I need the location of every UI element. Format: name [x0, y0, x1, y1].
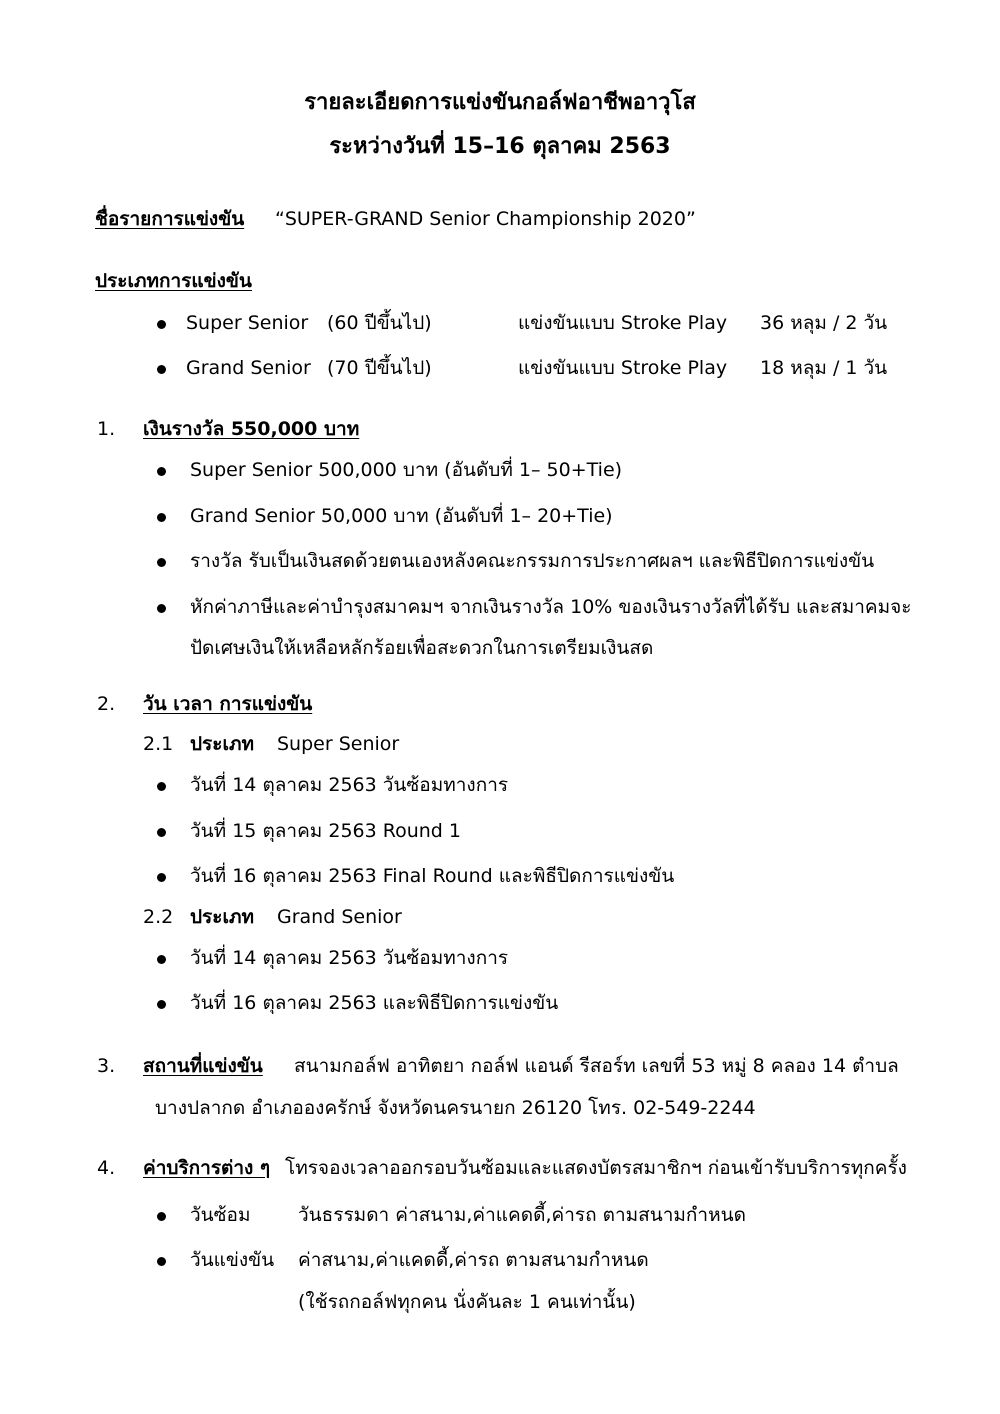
- venue-text-continuation: บางปลากด อำเภอองครักษ์ จังหวัดนครนายก 26120 โทร. 02-549-2244: [155, 1097, 756, 1119]
- fee-row-value: ค่าสนาม,ค่าแคดดี้,ค่ารถ ตามสนามกำหนด: [298, 1249, 649, 1271]
- section-number: 4.: [97, 1157, 116, 1179]
- bullet-icon: [157, 1257, 166, 1266]
- prize-heading: เงินรางวัล 550,000 บาท: [143, 418, 360, 440]
- fees-heading: ค่าบริการต่าง ๆ: [143, 1157, 271, 1179]
- venue-heading: สถานที่แข่งขัน: [143, 1055, 263, 1077]
- category-format: แข่งขันแบบ Stroke Play: [518, 357, 728, 379]
- category-age: (60 ปีขึ้นไป): [327, 312, 432, 334]
- fee-row-label: วันซ้อม: [190, 1204, 251, 1226]
- prize-item: หักค่าภาษีและค่าบำรุงสมาคมฯ จากเงินรางวัล 10% ของเงินรางวัลที่ได้รับ และสมาคมจะ: [190, 596, 912, 618]
- bullet-icon: [157, 873, 166, 882]
- fee-row-label: วันแข่งขัน: [190, 1249, 275, 1271]
- schedule-item: วันที่ 14 ตุลาคม 2563 วันซ้อมทางการ: [190, 774, 509, 796]
- category-format: แข่งขันแบบ Stroke Play: [518, 312, 728, 334]
- schedule-heading: วัน เวลา การแข่งขัน: [143, 693, 313, 715]
- category-name: Super Senior: [186, 312, 309, 334]
- section-number: 1.: [97, 418, 116, 440]
- section-number: 2.: [97, 693, 116, 715]
- section-number: 3.: [97, 1055, 116, 1077]
- schedule-item: วันที่ 16 ตุลาคม 2563 Final Round และพิธีปิดการแข่งขัน: [190, 865, 675, 887]
- fee-note: (ใช้รถกอล์ฟทุกคน นั่งคันละ 1 คนเท่านั้น): [298, 1291, 636, 1313]
- subsection-label: ประเภท: [190, 733, 255, 755]
- bullet-icon: [157, 513, 166, 522]
- bullet-icon: [157, 1212, 166, 1221]
- subsection-number: 2.2: [143, 906, 174, 928]
- bullet-icon: [157, 1000, 166, 1009]
- bullet-icon: [157, 365, 166, 374]
- subsection-category: Super Senior: [277, 733, 400, 755]
- subsection-number: 2.1: [143, 733, 174, 755]
- bullet-icon: [157, 828, 166, 837]
- bullet-icon: [157, 467, 166, 476]
- venue-text: สนามกอล์ฟ อาทิตยา กอล์ฟ แอนด์ รีสอร์ท เลขที่ 53 หมู่ 8 คลอง 14 ตำบล: [294, 1055, 899, 1077]
- bullet-icon: [157, 558, 166, 567]
- category-name: Grand Senior: [186, 357, 311, 379]
- category-age: (70 ปีขึ้นไป): [327, 357, 432, 379]
- schedule-item: วันที่ 15 ตุลาคม 2563 Round 1: [190, 820, 462, 842]
- bullet-icon: [157, 320, 166, 329]
- event-name-label: ชื่อรายการแข่งขัน: [95, 208, 245, 230]
- categories-heading: ประเภทการแข่งขัน: [95, 270, 252, 292]
- document-title: รายละเอียดการแข่งขันกอล์ฟอาชีพอาวุโส: [304, 90, 696, 115]
- fee-row-value: วันธรรมดา ค่าสนาม,ค่าแคดดี้,ค่ารถ ตามสนามกำหนด: [298, 1204, 746, 1226]
- schedule-item: วันที่ 16 ตุลาคม 2563 และพิธีปิดการแข่งขัน: [190, 992, 559, 1014]
- fees-text: โทรจองเวลาออกรอบวันซ้อมและแสดงบัตรสมาชิกฯ ก่อนเข้ารับบริการทุกครั้ง: [285, 1157, 907, 1179]
- category-holes: 18 หลุม / 1 วัน: [760, 357, 888, 379]
- bullet-icon: [157, 955, 166, 964]
- prize-item: Grand Senior 50,000 บาท (อันดับที่ 1– 20+Tie): [190, 505, 613, 527]
- schedule-item: วันที่ 14 ตุลาคม 2563 วันซ้อมทางการ: [190, 947, 509, 969]
- subsection-category: Grand Senior: [277, 906, 402, 928]
- category-holes: 36 หลุม / 2 วัน: [760, 312, 888, 334]
- bullet-icon: [157, 604, 166, 613]
- prize-item: รางวัล รับเป็นเงินสดด้วยตนเองหลังคณะกรรมการประกาศผลฯ และพิธีปิดการแข่งขัน: [190, 550, 875, 572]
- bullet-icon: [157, 782, 166, 791]
- subsection-label: ประเภท: [190, 906, 255, 928]
- document-subtitle-dates: ระหว่างวันที่ 15–16 ตุลาคม 2563: [329, 134, 671, 159]
- prize-item-continuation: ปัดเศษเงินให้เหลือหลักร้อยเพื่อสะดวกในการเตรียมเงินสด: [190, 637, 654, 659]
- prize-item: Super Senior 500,000 บาท (อันดับที่ 1– 50+Tie): [190, 459, 623, 481]
- event-name: “SUPER-GRAND Senior Championship 2020”: [275, 208, 696, 230]
